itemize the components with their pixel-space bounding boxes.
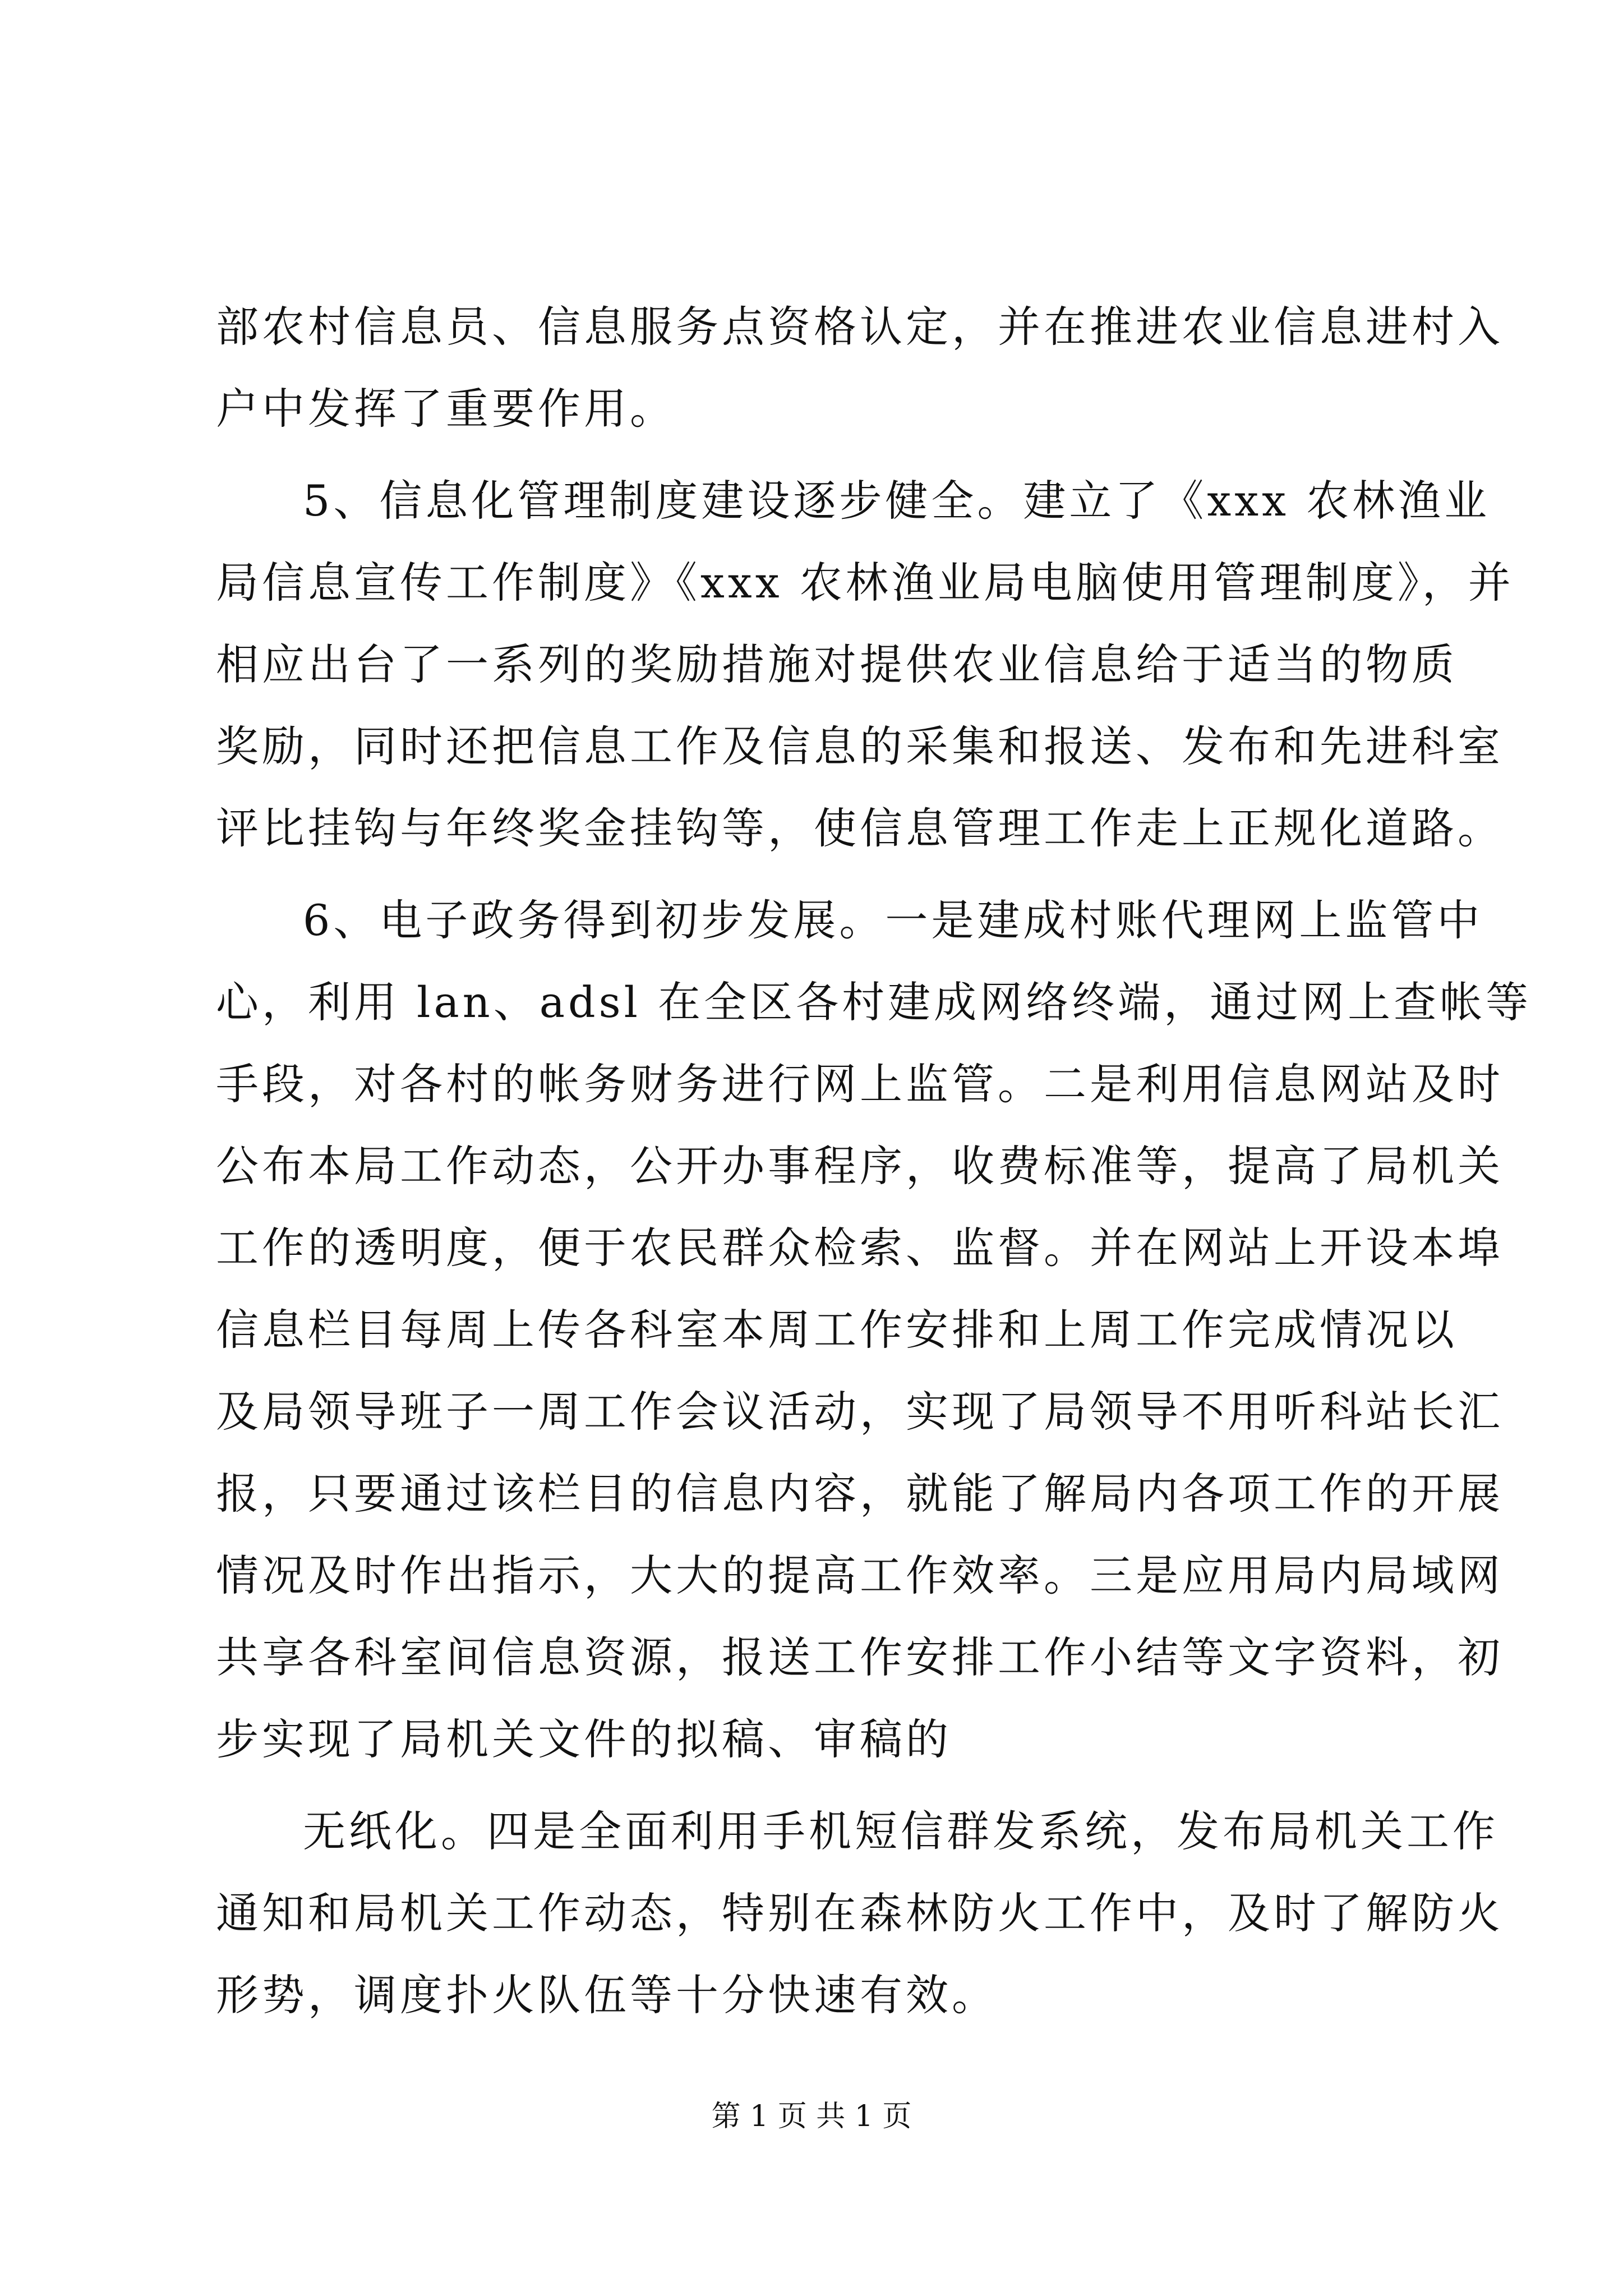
- text-line: 手段，对各村的帐务财务进行网上监管。二是利用信息网站及时: [216, 1059, 1504, 1109]
- text-line: 评比挂钩与年终奖金挂钩等，使信息管理工作走上正规化道路。: [216, 803, 1504, 853]
- text-line: 相应出台了一系列的奖励措施对提供农业信息给于适当的物质: [216, 639, 1458, 689]
- text-line: 无纸化。四是全面利用手机短信群发系统，发布局机关工作: [303, 1806, 1498, 1856]
- text-line: 公布本局工作动态，公开办事程序，收费标准等，提高了局机关: [216, 1141, 1504, 1191]
- text-line: 5、信息化管理制度建设逐步健全。建立了《xxx 农林渔业: [303, 476, 1491, 526]
- document-body: [216, 286, 1532, 2036]
- text-line: 及局领导班子一周工作会议活动，实现了局领导不用听科站长汇: [216, 1387, 1504, 1437]
- text-line: 共享各科室间信息资源，报送工作安排工作小结等文字资料，初: [216, 1632, 1504, 1682]
- text-line: 信息栏目每周上传各科室本周工作安排和上周工作完成情况以: [216, 1305, 1458, 1355]
- text-line: 通知和局机关工作动态，特别在森林防火工作中，及时了解防火: [216, 1888, 1504, 1938]
- text-line: 工作的透明度，便于农民群众检索、监督。并在网站上开设本埠: [216, 1223, 1504, 1273]
- text-line: 情况及时作出指示，大大的提高工作效率。三是应用局内局域网: [216, 1550, 1504, 1600]
- text-line: 报，只要通过该栏目的信息内容，就能了解局内各项工作的开展: [216, 1469, 1504, 1519]
- text-line: 形势，调度扑火队伍等十分快速有效。: [216, 1970, 998, 2020]
- paragraph: [216, 1791, 1504, 2036]
- text-line: 户中发挥了重要作用。: [216, 384, 676, 434]
- text-line: 心，利用 lan、adsl 在全区各村建成网络终端，通过网上查帐等: [216, 977, 1532, 1027]
- paragraph: [216, 286, 1504, 450]
- text-line: 局信息宣传工作制度》《xxx 农林渔业局电脑使用管理制度》，并: [216, 558, 1514, 608]
- text-line: 奖励，同时还把信息工作及信息的采集和报送、发布和先进科室: [216, 721, 1504, 771]
- page-number-footer: 第 1 页 共 1 页: [711, 2100, 912, 2133]
- text-line: 步实现了局机关文件的拟稿、审稿的: [216, 1714, 952, 1764]
- paragraph: [216, 460, 1514, 869]
- text-line: 部农村信息员、信息服务点资格认定，并在推进农业信息进村入: [216, 302, 1504, 352]
- paragraph: [216, 880, 1532, 1780]
- text-line: 6、电子政务得到初步发展。一是建成村账代理网上监管中: [303, 895, 1483, 945]
